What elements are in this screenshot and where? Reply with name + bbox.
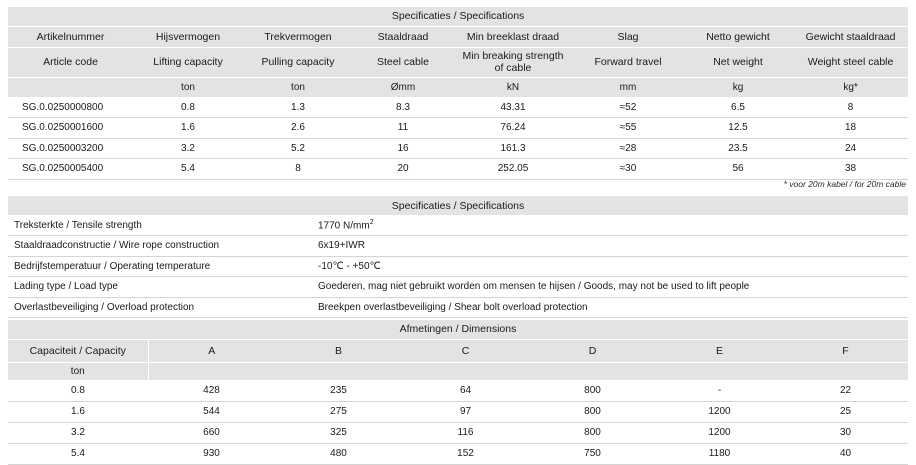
dimensions-unit-e	[656, 362, 783, 380]
table-row	[8, 236, 908, 257]
dimensions-column-a: A	[148, 339, 275, 362]
cell-weight-steel-cable: 8	[793, 97, 908, 118]
properties-title-row	[8, 196, 908, 215]
table-row	[8, 118, 908, 139]
cell-article-code: SG.0.0250000800	[8, 97, 133, 118]
dimensions-unit-d	[529, 362, 656, 380]
header-en-weight-steel-cable: Weight steel cable	[793, 47, 908, 77]
cell-min-breaking-strength: 252.05	[453, 159, 573, 180]
dimensions-header-row	[8, 339, 908, 362]
header-nl-slag: Slag	[573, 26, 683, 47]
cell-pulling-capacity: 8	[243, 159, 353, 180]
table-row	[8, 256, 908, 277]
cell-dim-a: 660	[148, 422, 275, 443]
unit-weight-steel-cable: kg*	[793, 77, 908, 97]
cell-pulling-capacity: 1.3	[243, 97, 353, 118]
specifications-units-row	[8, 77, 908, 97]
properties-table	[8, 196, 908, 318]
cell-dim-d: 750	[529, 443, 656, 464]
dimensions-unit-c	[402, 362, 529, 380]
header-nl-min-breeklast: Min breeklast draad	[453, 26, 573, 47]
cell-weight-steel-cable: 18	[793, 118, 908, 139]
cell-dim-f: 30	[783, 422, 908, 443]
cell-net-weight: 23.5	[683, 138, 793, 159]
header-en-article-code: Article code	[8, 47, 133, 77]
cell-article-code: SG.0.0250001600	[8, 118, 133, 139]
dimensions-unit-f	[783, 362, 908, 380]
header-en-min-breaking-strength: Min breaking strength of cable	[453, 47, 573, 77]
dimensions-table	[8, 320, 908, 465]
cell-dim-e: -	[656, 380, 783, 401]
unit-steel-cable: Ømm	[353, 77, 453, 97]
properties-title: Specificaties / Specifications	[8, 196, 908, 215]
header-nl-staaldraad: Staaldraad	[353, 26, 453, 47]
cell-dim-a: 930	[148, 443, 275, 464]
unit-net-weight: kg	[683, 77, 793, 97]
table-row	[8, 380, 908, 401]
property-value: Goederen, mag niet gebruikt worden om mensen te hijsen / Goods, may not be used to lift people	[314, 277, 908, 298]
dimensions-column-d: D	[529, 339, 656, 362]
dimensions-title-row	[8, 320, 908, 339]
header-en-steel-cable: Steel cable	[353, 47, 453, 77]
cell-pulling-capacity: 5.2	[243, 138, 353, 159]
cell-dim-a: 544	[148, 401, 275, 422]
table-row	[8, 422, 908, 443]
property-label: Staaldraadconstructie / Wire rope construction	[8, 236, 314, 257]
dimensions-capacity-header: Capaciteit / Capacity	[8, 339, 148, 362]
specifications-header-nl	[8, 26, 908, 47]
property-value: Breekpen overlastbeveiliging / Shear bolt overload protection	[314, 297, 908, 318]
dimensions-title: Afmetingen / Dimensions	[8, 320, 908, 339]
cell-min-breaking-strength: 161.3	[453, 138, 573, 159]
table-row	[8, 138, 908, 159]
cell-min-breaking-strength: 76.24	[453, 118, 573, 139]
cell-dim-f: 25	[783, 401, 908, 422]
cell-dim-f: 22	[783, 380, 908, 401]
table-row	[8, 277, 908, 298]
cell-pulling-capacity: 2.6	[243, 118, 353, 139]
table-row	[8, 297, 908, 318]
specifications-footnote: * voor 20m kabel / for 20m cable	[783, 179, 906, 189]
cell-dim-e: 1180	[656, 443, 783, 464]
header-en-pulling-capacity: Pulling capacity	[243, 47, 353, 77]
header-en-lifting-capacity: Lifting capacity	[133, 47, 243, 77]
cell-dim-e: 1200	[656, 401, 783, 422]
properties-table-block	[8, 196, 908, 318]
property-label: Overlastbeveiliging / Overload protection	[8, 297, 314, 318]
cell-net-weight: 12.5	[683, 118, 793, 139]
cell-dim-c: 116	[402, 422, 529, 443]
specifications-title: Specificaties / Specifications	[8, 7, 908, 26]
cell-min-breaking-strength: 43.31	[453, 97, 573, 118]
header-nl-artikelnummer: Artikelnummer	[8, 26, 133, 47]
table-row	[8, 215, 908, 236]
cell-capacity: 0.8	[8, 380, 148, 401]
cell-lifting-capacity: 1.6	[133, 118, 243, 139]
table-row	[8, 401, 908, 422]
cell-capacity: 1.6	[8, 401, 148, 422]
cell-dim-b: 235	[275, 380, 402, 401]
specifications-header-en	[8, 47, 908, 77]
dimensions-units-row	[8, 362, 908, 380]
property-value: 6x19+IWR	[314, 236, 908, 257]
cell-forward-travel: ≈52	[573, 97, 683, 118]
property-label: Bedrijfstemperatuur / Operating temperature	[8, 256, 314, 277]
property-value: -10℃ - +50℃	[314, 256, 908, 277]
header-nl-trekvermogen: Trekvermogen	[243, 26, 353, 47]
cell-dim-a: 428	[148, 380, 275, 401]
dimensions-unit-b	[275, 362, 402, 380]
cell-steel-cable: 11	[353, 118, 453, 139]
table-row	[8, 159, 908, 180]
cell-net-weight: 6.5	[683, 97, 793, 118]
cell-article-code: SG.0.0250003200	[8, 138, 133, 159]
specifications-table	[8, 7, 908, 180]
cell-dim-b: 325	[275, 422, 402, 443]
dimensions-unit-a	[148, 362, 275, 380]
cell-lifting-capacity: 3.2	[133, 138, 243, 159]
dimensions-column-f: F	[783, 339, 908, 362]
unit-pulling-capacity: ton	[243, 77, 353, 97]
unit-forward-travel: mm	[573, 77, 683, 97]
property-label: Lading type / Load type	[8, 277, 314, 298]
cell-dim-d: 800	[529, 401, 656, 422]
cell-steel-cable: 16	[353, 138, 453, 159]
cell-article-code: SG.0.0250005400	[8, 159, 133, 180]
header-nl-gewicht-staaldraad: Gewicht staaldraad	[793, 26, 908, 47]
header-nl-netto-gewicht: Netto gewicht	[683, 26, 793, 47]
unit-lifting-capacity: ton	[133, 77, 243, 97]
cell-dim-c: 64	[402, 380, 529, 401]
cell-dim-d: 800	[529, 380, 656, 401]
cell-forward-travel: ≈30	[573, 159, 683, 180]
cell-steel-cable: 8.3	[353, 97, 453, 118]
cell-capacity: 3.2	[8, 422, 148, 443]
dimensions-column-c: C	[402, 339, 529, 362]
table-row	[8, 443, 908, 464]
cell-lifting-capacity: 0.8	[133, 97, 243, 118]
cell-capacity: 5.4	[8, 443, 148, 464]
cell-forward-travel: ≈28	[573, 138, 683, 159]
property-label: Treksterkte / Tensile strength	[8, 215, 314, 236]
cell-dim-f: 40	[783, 443, 908, 464]
cell-dim-c: 152	[402, 443, 529, 464]
cell-dim-b: 480	[275, 443, 402, 464]
dimensions-column-e: E	[656, 339, 783, 362]
table-row	[8, 97, 908, 118]
cell-dim-c: 97	[402, 401, 529, 422]
unit-min-breaking-strength: kN	[453, 77, 573, 97]
property-value-text: 1770 N/mm	[318, 220, 370, 232]
cell-forward-travel: ≈55	[573, 118, 683, 139]
specifications-table-block	[8, 7, 908, 180]
dimensions-table-block	[8, 320, 908, 465]
property-value-superscript: 2	[369, 218, 374, 226]
cell-weight-steel-cable: 38	[793, 159, 908, 180]
cell-net-weight: 56	[683, 159, 793, 180]
header-en-net-weight: Net weight	[683, 47, 793, 77]
cell-lifting-capacity: 5.4	[133, 159, 243, 180]
specifications-title-row	[8, 7, 908, 26]
property-value	[314, 215, 908, 236]
header-nl-hijsvermogen: Hijsvermogen	[133, 26, 243, 47]
cell-dim-d: 800	[529, 422, 656, 443]
cell-steel-cable: 20	[353, 159, 453, 180]
unit-article-code	[8, 77, 133, 97]
cell-dim-b: 275	[275, 401, 402, 422]
dimensions-capacity-unit: ton	[8, 362, 148, 380]
dimensions-column-b: B	[275, 339, 402, 362]
cell-dim-e: 1200	[656, 422, 783, 443]
header-en-forward-travel: Forward travel	[573, 47, 683, 77]
cell-weight-steel-cable: 24	[793, 138, 908, 159]
